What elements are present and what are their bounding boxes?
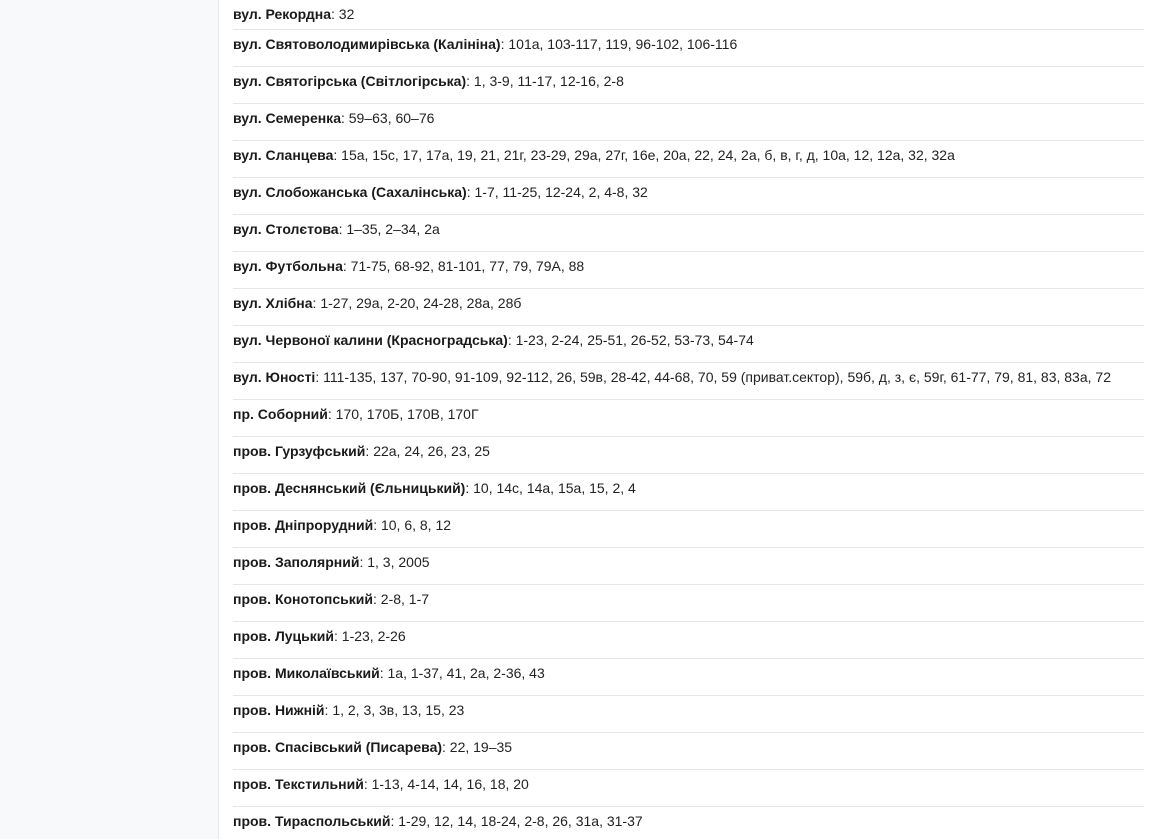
list-item [233, 30, 1144, 67]
street-name: пров. Деснянський (Єльницький) [233, 480, 466, 496]
list-item [233, 659, 1144, 696]
house-numbers: 2-8, 1-7 [380, 591, 430, 607]
street-name: вул. Сланцева [233, 147, 334, 163]
separator: : [500, 36, 509, 52]
separator: : [466, 73, 474, 89]
separator: : [507, 332, 516, 348]
separator: : [379, 665, 388, 681]
list-item [233, 733, 1144, 770]
street-name: вул. Святоволодимирівська (Калініна) [233, 36, 501, 52]
separator: : [324, 702, 333, 718]
list-item [233, 326, 1144, 363]
list-item [233, 807, 1144, 839]
separator: : [373, 591, 381, 607]
house-numbers: 1, 2, 3, 3в, 13, 15, 23 [332, 702, 465, 718]
separator: : [342, 258, 351, 274]
separator: : [338, 221, 347, 237]
house-numbers: 1-23, 2-24, 25-51, 26-52, 53-73, 54-74 [515, 332, 754, 348]
separator: : [327, 406, 336, 422]
list-item [233, 67, 1144, 104]
street-name: вул. Семеренка [233, 110, 341, 126]
separator: : [390, 813, 399, 829]
list-item [233, 141, 1144, 178]
house-numbers: 170, 170Б, 170В, 170Г [335, 406, 479, 422]
house-numbers: 101а, 103-117, 119, 96-102, 106-116 [508, 36, 738, 52]
separator: : [365, 443, 374, 459]
street-name: пров. Спасівський (Писарева) [233, 739, 443, 755]
house-numbers: 15а, 15с, 17, 17а, 19, 21, 21г, 23-29, 29а, 27г, 16е, 20а, 22, 24, 2а, б, в, г, д, 10а, 12, 12а, 32, 32а [341, 147, 955, 163]
separator: : [465, 480, 474, 496]
separator: : [315, 369, 324, 385]
list-item [233, 215, 1144, 252]
list-item [233, 363, 1144, 400]
list-item [233, 437, 1144, 474]
house-numbers: 1-29, 12, 14, 18-24, 2-8, 26, 31а, 31-37 [398, 813, 643, 829]
list-item [233, 252, 1144, 289]
street-name: вул. Червоної калини (Красноградська) [233, 332, 508, 348]
list-item [233, 474, 1144, 511]
list-item [233, 400, 1144, 437]
list-item [233, 289, 1144, 326]
house-numbers: 59–63, 60–76 [348, 110, 435, 126]
separator: : [359, 554, 368, 570]
house-numbers: 22а, 24, 26, 23, 25 [373, 443, 490, 459]
house-numbers: 1а, 1-37, 41, 2а, 2-36, 43 [387, 665, 545, 681]
list-item [233, 104, 1144, 141]
house-numbers: 10, 14с, 14а, 15а, 15, 2, 4 [473, 480, 636, 496]
house-numbers: 1-27, 29а, 2-20, 24-28, 28а, 28б [320, 295, 522, 311]
list-item [233, 511, 1144, 548]
street-name: пров. Текстильний [233, 776, 364, 792]
street-name: пр. Соборний [233, 406, 328, 422]
house-numbers: 1, 3, 2005 [367, 554, 430, 570]
street-name: пров. Миколаївський [233, 665, 380, 681]
street-name: вул. Святогірська (Світлогірська) [233, 73, 467, 89]
separator: : [442, 739, 450, 755]
street-name: вул. Хлібна [233, 295, 313, 311]
list-item [233, 770, 1144, 807]
house-numbers: 1-13, 4-14, 14, 16, 18, 20 [371, 776, 529, 792]
street-name: пров. Дніпрорудний [233, 517, 374, 533]
house-numbers: 1, 3-9, 11-17, 12-16, 2-8 [473, 73, 624, 89]
street-name: пров. Нижній [233, 702, 325, 718]
list-item [233, 696, 1144, 733]
house-numbers: 111-135, 137, 70-90, 91-109, 92-112, 26, 59в, 28-42, 44-68, 70, 59 (приват.сектор), 59б, д, з, є, 59г, 61-77, 79, 81, 83, 83а, 72 [323, 369, 1111, 385]
street-name: пров. Тираспольський [233, 813, 391, 829]
house-numbers: 1-23, 2-26 [341, 628, 406, 644]
list-item [233, 622, 1144, 659]
separator: : [340, 110, 349, 126]
sidebar [0, 0, 219, 839]
separator: : [373, 517, 381, 533]
list-item [233, 548, 1144, 585]
street-name: вул. Футбольна [233, 258, 343, 274]
street-name: вул. Слобожанська (Сахалінська) [233, 184, 467, 200]
address-list [233, 0, 1144, 839]
street-name: пров. Конотопський [233, 591, 373, 607]
street-name: пров. Заполярний [233, 554, 360, 570]
list-item [233, 178, 1144, 215]
street-name: вул. Рекордна [233, 6, 332, 22]
separator: : [333, 147, 342, 163]
street-name: пров. Гурзуфський [233, 443, 366, 459]
house-numbers: 1–35, 2–34, 2а [346, 221, 440, 237]
street-name: вул. Юності [233, 369, 316, 385]
list-item [233, 0, 1144, 30]
house-numbers: 10, 6, 8, 12 [380, 517, 452, 533]
house-numbers: 22, 19–35 [449, 739, 513, 755]
house-numbers: 32 [338, 6, 355, 22]
separator: : [312, 295, 321, 311]
separator: : [331, 6, 339, 22]
house-numbers: 71-75, 68-92, 81-101, 77, 79, 79А, 88 [350, 258, 585, 274]
house-numbers: 1-7, 11-25, 12-24, 2, 4-8, 32 [474, 184, 648, 200]
street-name: пров. Луцький [233, 628, 334, 644]
street-name: вул. Столєтова [233, 221, 339, 237]
separator: : [363, 776, 372, 792]
list-item [233, 585, 1144, 622]
separator: : [466, 184, 475, 200]
separator: : [334, 628, 342, 644]
